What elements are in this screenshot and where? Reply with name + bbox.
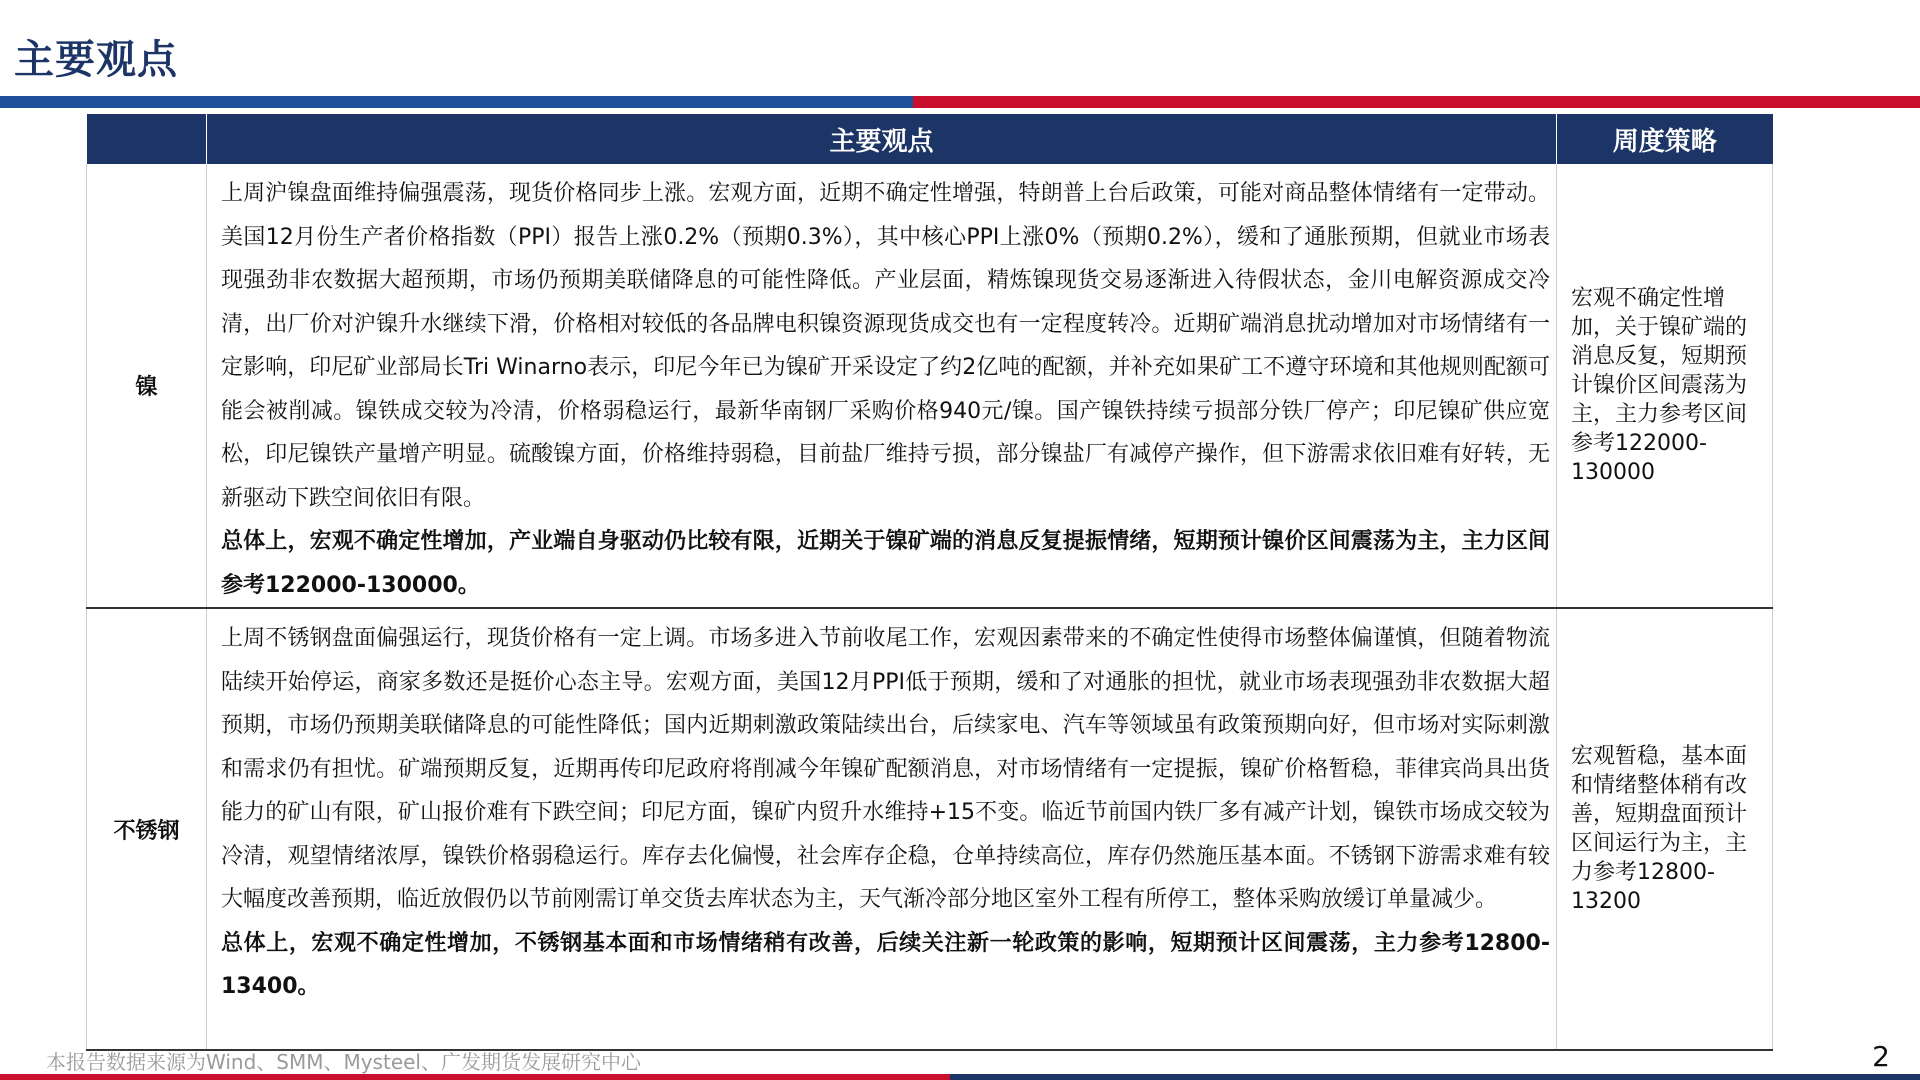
header-main-view: 主要观点 [207, 114, 1557, 164]
page-title: 主要观点 [14, 37, 178, 83]
page-number: 2 [1872, 1040, 1890, 1073]
table-row-nickel [87, 164, 1773, 608]
strategy-nickel: 宏观不确定性增加，关于镍矿端的消息反复，短期预计镍价区间震荡为主，主力参考区间参考122000-130000 [1557, 164, 1773, 608]
footer-bar-red [950, 1074, 1920, 1080]
content-nickel [207, 164, 1557, 608]
content-nickel-summary: 总体上，宏观不确定性增加，产业端自身驱动仍比较有限，近期关于镍矿端的消息反复提振情绪，短期预计镍价区间震荡为主，主力区间参考122000-130000。 [221, 529, 1550, 598]
content-nickel-body: 上周沪镍盘面维持偏强震荡，现货价格同步上涨。宏观方面，近期不确定性增强，特朗普上台后政策，可能对商品整体情绪有一定带动。美国12月份生产者价格指数（PPI）报告上涨0.2%（预期0.3%），其中核心PPI上涨0%（预期0.2%），缓和了通胀预期，但就业市场表现强劲非农数据大超预期，市场仍预期美联储降息的可能性降低。产业层面，精炼镍现货交易逐渐进入待假状态，金川电解资源成交冷清，出厂价对沪镍升水继续下滑，价格相对较低的各品牌电积镍资源现货成交也有一定程度转冷。近期矿端消息扰动增加对市场情绪有一定影响，印尼矿业部局长Tri Winarno表示，印尼今年已为镍矿开采设定了约2亿吨的配额，并补充如果矿工不遵守环境和其他规则配额可能会被削减。镍铁成交较为冷清，价格弱稳运行，最新华南钢厂采购价格940元/镍。国产镍铁持续亏损部分铁厂停产；印尼镍矿供应宽松，印尼镍铁产量增产明显。硫酸镍方面，价格维持弱稳，目前盐厂维持亏损，部分镍盐厂有减停产操作，但下游需求依旧难有好转，无新驱动下跌空间依旧有限。 [221, 181, 1550, 511]
header-bar-red [913, 96, 1920, 108]
header-category [87, 114, 207, 164]
content-stainless [207, 608, 1557, 1050]
content-stainless-body: 上周不锈钢盘面偏强运行，现货价格有一定上调。市场多进入节前收尾工作，宏观因素带来的不确定性使得市场整体偏谨慎，但随着物流陆续开始停运，商家多数还是挺价心态主导。宏观方面，美国12月PPI低于预期，缓和了对通胀的担忧，就业市场表现强劲非农数据大超预期，市场仍预期美联储降息的可能性降低；国内近期刺激政策陆续出台，后续家电、汽车等领域虽有政策预期向好，但市场对实际刺激和需求仍有担忧。矿端预期反复，近期再传印尼政府将削减今年镍矿配额消息，对市场情绪有一定提振，镍矿价格暂稳，菲律宾尚具出货能力的矿山有限，矿山报价难有下跌空间；印尼方面，镍矿内贸升水维持+15不变。临近节前国内铁厂多有减产计划，镍铁市场成交较为冷清，观望情绪浓厚，镍铁价格弱稳运行。库存去化偏慢，社会库存企稳，仓单持续高位，库存仍然施压基本面。不锈钢下游需求难有较大幅度改善预期，临近放假仍以节前刚需订单交货去库状态为主，天气渐冷部分地区室外工程有所停工，整体采购放缓订单量减少。 [221, 626, 1550, 912]
content-stainless-summary: 总体上，宏观不确定性增加，不锈钢基本面和市场情绪稍有改善，后续关注新一轮政策的影响，短期预计区间震荡，主力参考12800-13400。 [221, 930, 1550, 999]
header-bar-blue [0, 96, 913, 108]
table-header-row [87, 114, 1773, 164]
strategy-stainless: 宏观暂稳，基本面和情绪整体稍有改善，短期盘面预计区间运行为主，主力参考12800-13200 [1557, 608, 1773, 1050]
category-stainless: 不锈钢 [87, 608, 207, 1050]
viewpoint-table [86, 114, 1773, 1051]
header-weekly-strategy: 周度策略 [1557, 114, 1773, 164]
footer-source: 本报告数据来源为Wind、SMM、Mysteel、广发期货发展研究中心 [46, 1050, 641, 1074]
footer-bar-blue [0, 1074, 950, 1080]
table-row-stainless [87, 608, 1773, 1050]
category-nickel: 镍 [87, 164, 207, 608]
